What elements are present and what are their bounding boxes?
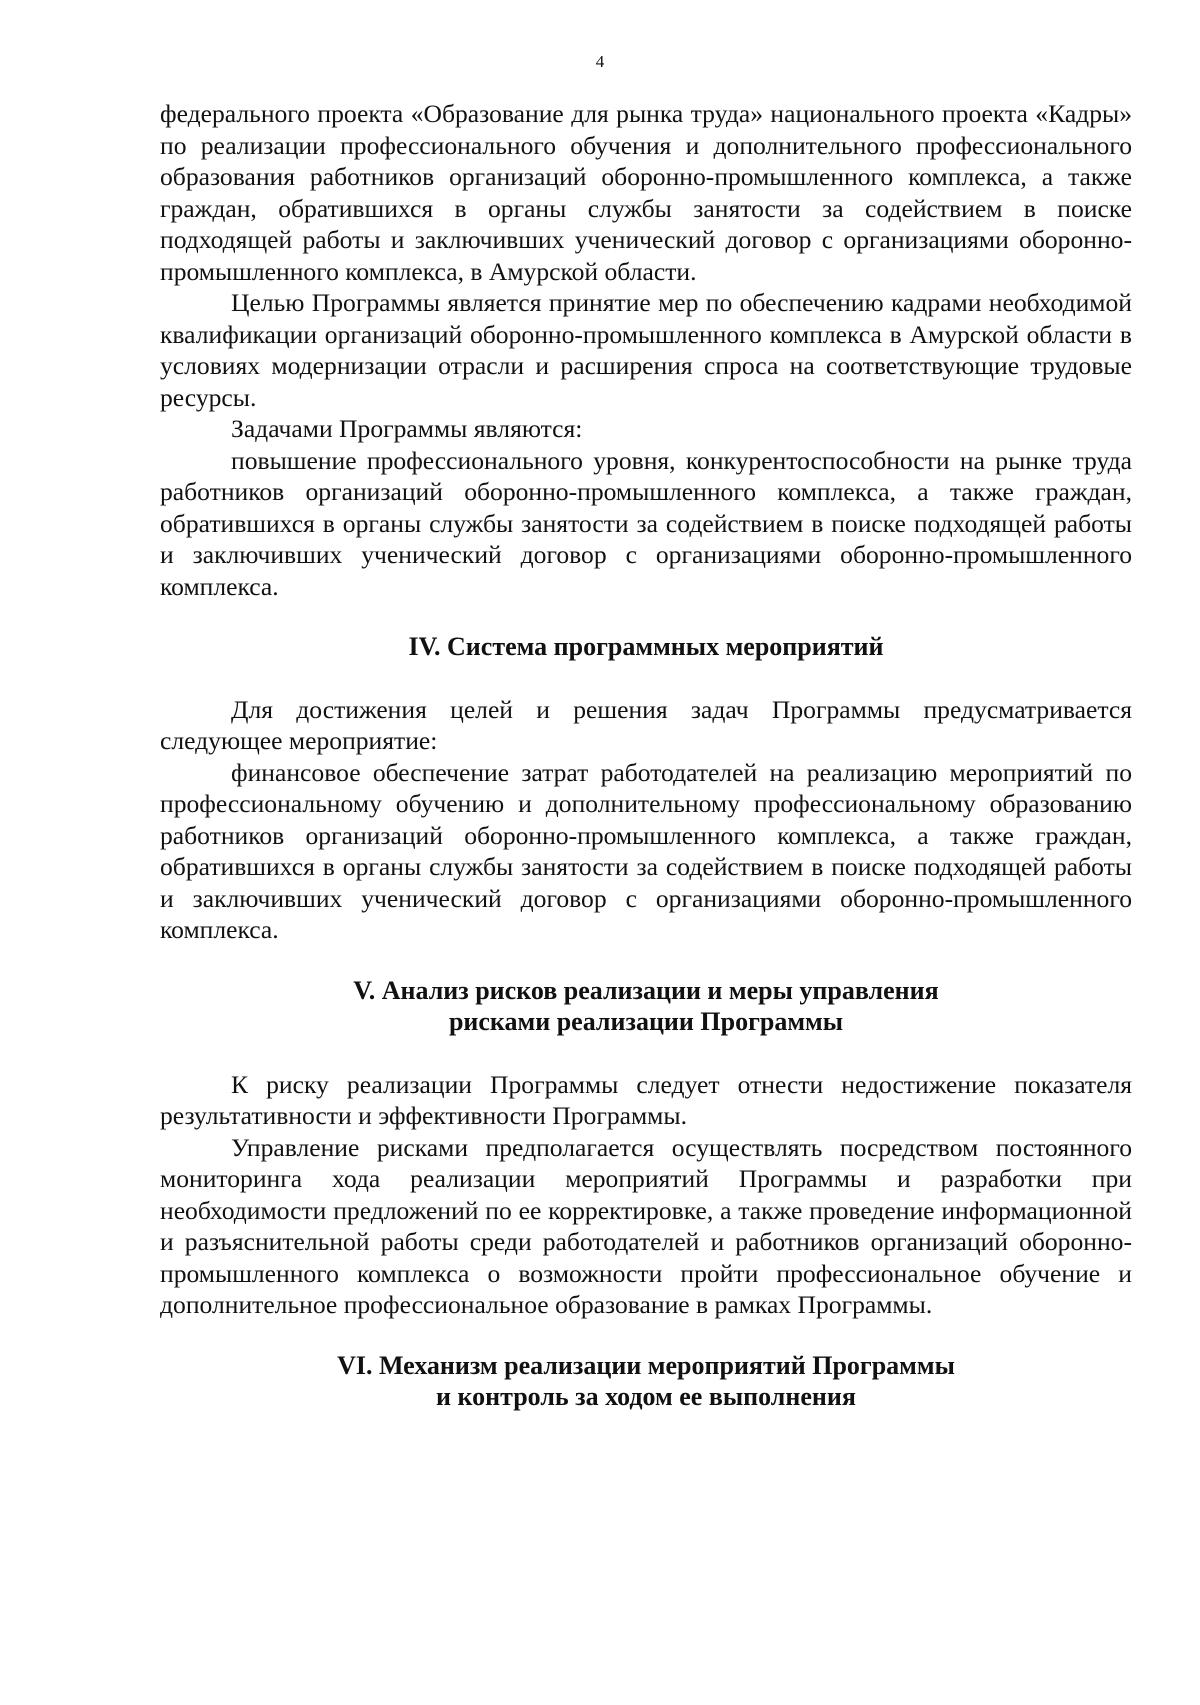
page-number: 4 [595, 52, 605, 71]
section-iv-heading [160, 631, 1132, 663]
goal-paragraph: Целью Программы является принятие мер по обеспечению кадрами необходимой квалификации организаций оборонно-промышленного комплекса в Амурской области в условиях модернизации отрасли и расширения спроса на соответствующие трудовые ресурсы. [160, 288, 1132, 412]
section-v-heading-line1: V. Анализ рисков реализации и меры управления [353, 975, 939, 1005]
section-vi-heading-line2: и контроль за ходом ее выполнения [436, 1382, 856, 1411]
intro-paragraph-continuation: федерального проекта «Образование для рынка труда» национального проекта «Кадры» по реализации профессионального обучения и дополнительного профессионального образования работников организаций оборонно-промышленного комплекса, а также граждан, обратившихся в органы службы занятости за содействием в поиске подходящей работы и заключивших ученический договор с организациями оборонно-промышленного комплекса, в Амурской области. [160, 99, 1132, 286]
document-body [160, 98, 1132, 1413]
section-v-paragraph-1: К риску реализации Программы следует отнести недостижение показателя результативности и эффективности Программы. [160, 1069, 1132, 1130]
section-v-heading [160, 975, 1132, 1038]
section-vi-heading [160, 1350, 1132, 1413]
section-v-heading-line2: рисками реализации Программы [448, 1007, 844, 1036]
section-vi-heading-line1: VI. Механизм реализации мероприятий Программы [337, 1350, 955, 1380]
section-iv-paragraph-2: финансовое обеспечение затрат работодателей на реализацию мероприятий по профессиональному обучению и дополнительному профессиональному образованию работников организаций оборонно-промышленного комплекса, а также граждан, обратившихся в органы службы занятости за содействием в поиске подходящей работы и заключивших ученический договор с организациями оборонно-промышленного комплекса. [160, 757, 1132, 944]
tasks-intro-paragraph: Задачами Программы являются: [231, 414, 583, 443]
section-iv-paragraph-1: Для достижения целей и решения задач Программы предусматривается следующее мероприятие: [160, 694, 1132, 755]
section-v-paragraph-2: Управление рисками предполагается осуществлять посредством постоянного мониторинга хода реализации мероприятий Программы и разработки при необходимости предложений по ее корректировке, а также проведение информационной и разъяснительной работы среди работодателей и работников организаций оборонно-промышленного комплекса о возможности пройти профессиональное обучение и дополнительное профессиональное образование в рамках Программы. [160, 1132, 1132, 1319]
tasks-paragraph: повышение профессионального уровня, конкурентоспособности на рынке труда работников организаций оборонно-промышленного комплекса, а также граждан, обратившихся в органы службы занятости за содействием в поиске подходящей работы и заключивших ученический договор с организациями оборонно-промышленного комплекса. [160, 445, 1132, 601]
section-iv-heading-text: IV. Система программных мероприятий [408, 632, 884, 661]
